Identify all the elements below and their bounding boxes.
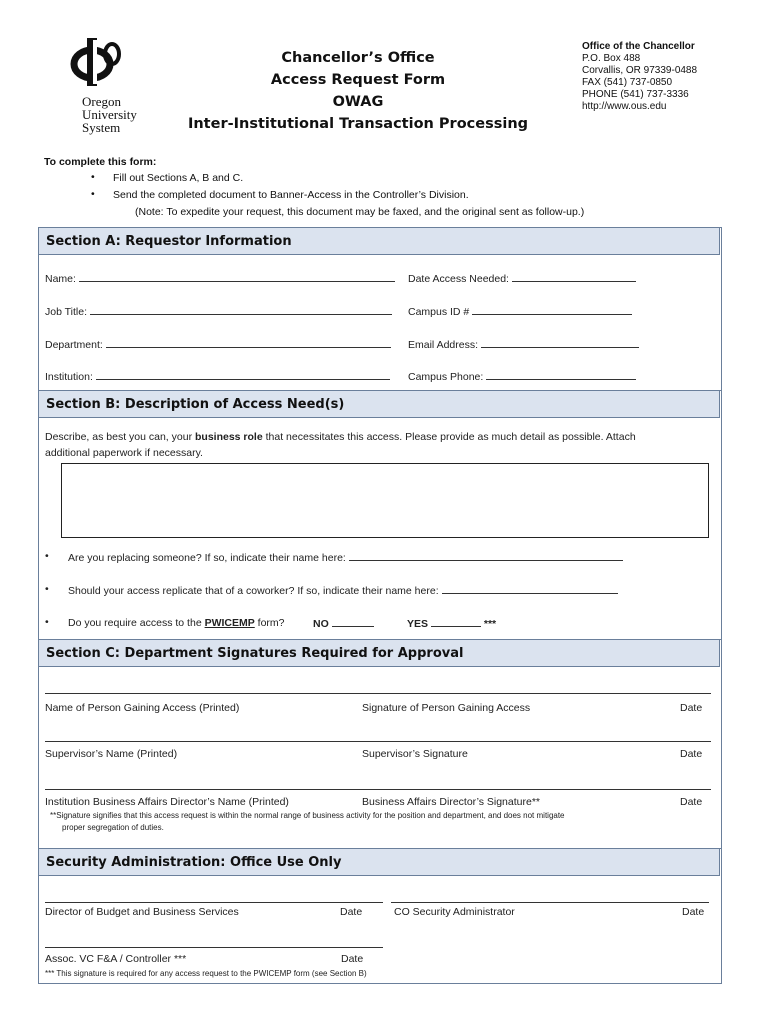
section-c-note-1: **Signature signifies that this access request is within the normal range of business activity for the position and department, and does not mitigate xyxy=(50,811,565,820)
logo-line-1: Oregon xyxy=(82,94,121,109)
pwicemp-yes-label: YES xyxy=(407,618,429,630)
intro-bullet-1: Fill out Sections A, B and C. xyxy=(113,172,244,184)
institution-field[interactable] xyxy=(45,370,390,383)
campus-phone-label: Campus Phone: xyxy=(408,371,484,383)
s1-date-label: Date xyxy=(340,906,363,918)
r1-name-label: Name of Person Gaining Access (Printed) xyxy=(45,702,240,714)
logo-line-2: University xyxy=(82,107,137,122)
s1-co-admin-label: CO Security Administrator xyxy=(394,906,515,918)
signature-line[interactable] xyxy=(45,947,383,948)
contact-po: P.O. Box 488 xyxy=(582,53,641,64)
section-c-note-2: proper segregation of duties. xyxy=(62,823,164,832)
title-line-1: Chancellor’s Office xyxy=(281,50,435,66)
pwicemp-no-field[interactable] xyxy=(313,617,374,630)
date-needed-label: Date Access Needed: xyxy=(408,273,509,285)
security-header xyxy=(38,848,720,876)
ous-logo xyxy=(68,36,128,88)
s1-director-label: Director of Budget and Business Services xyxy=(45,906,239,918)
desc-post: that necessitates this access. Please provide as much detail as possible. Attach xyxy=(262,431,636,443)
campus-id-field[interactable] xyxy=(408,305,632,318)
name-field[interactable] xyxy=(45,272,395,285)
pwicemp-no-label: NO xyxy=(313,618,329,630)
signature-line[interactable] xyxy=(45,693,711,694)
title-line-2: Access Request Form xyxy=(270,72,446,88)
r1-date-label: Date xyxy=(680,702,703,714)
title-line-4: Inter-Institutional Transaction Processing xyxy=(187,116,529,132)
signature-line[interactable] xyxy=(391,902,709,903)
r3-name-label: Institution Business Affairs Director’s Name (Printed) xyxy=(45,796,289,808)
job-title-field[interactable] xyxy=(45,305,392,318)
r3-date-label: Date xyxy=(680,796,703,808)
section-b-description xyxy=(45,431,636,443)
section-a-title: Section A: Requestor Information xyxy=(46,234,292,249)
r2-name-label: Supervisor’s Name (Printed) xyxy=(45,748,178,760)
pwicemp-yes-field[interactable] xyxy=(407,617,496,630)
signature-line[interactable] xyxy=(45,741,711,742)
r1-signature-label: Signature of Person Gaining Access xyxy=(362,702,531,714)
contact-heading: Office of the Chancellor xyxy=(582,41,695,52)
email-label: Email Address: xyxy=(408,339,479,351)
r2-signature-label: Supervisor’s Signature xyxy=(362,748,468,760)
logo-line-3: System xyxy=(82,120,121,135)
bullet-icon: • xyxy=(45,550,49,562)
campus-phone-field[interactable] xyxy=(408,370,636,383)
department-label: Department: xyxy=(45,339,103,351)
replacing-label: Are you replacing someone? If so, indicate their name here: xyxy=(68,552,346,564)
s2-date-label: Date xyxy=(341,953,364,965)
institution-label: Institution: xyxy=(45,371,93,383)
section-b-title: Section B: Description of Access Need(s) xyxy=(46,397,345,412)
campus-id-label: Campus ID # xyxy=(408,306,470,318)
section-c-title: Section C: Department Signatures Required for Approval xyxy=(46,646,464,661)
security-note: *** This signature is required for any access request to the PWICEMP form (see Section B) xyxy=(45,969,367,978)
desc-pre: Describe, as best you can, your xyxy=(45,431,195,443)
signature-line[interactable] xyxy=(45,902,383,903)
r3-signature-label: Business Affairs Director’s Signature** xyxy=(362,796,541,808)
ous-logo-mark-icon xyxy=(68,36,128,88)
pwicemp-stars: *** xyxy=(483,618,497,630)
section-c-header xyxy=(38,639,720,667)
pwicemp-pre: Do you require access to the xyxy=(68,617,205,629)
security-title: Security Administration: Office Use Only xyxy=(46,855,342,870)
contact-web: http://www.ous.edu xyxy=(582,101,667,112)
business-role-textarea[interactable] xyxy=(61,463,709,538)
pwicemp-post: form? xyxy=(254,617,285,629)
intro-bullet-2: Send the completed document to Banner-Access in the Controller’s Division. xyxy=(113,189,469,201)
date-needed-field[interactable] xyxy=(408,272,636,285)
department-field[interactable] xyxy=(45,338,391,351)
bullet-icon: • xyxy=(45,583,49,595)
bullet-icon: • xyxy=(45,616,49,628)
contact-city: Corvallis, OR 97339-0488 xyxy=(582,65,698,76)
s2-controller-label: Assoc. VC F&A / Controller *** xyxy=(45,953,187,965)
name-label: Name: xyxy=(45,273,76,285)
title-line-3: OWAG xyxy=(332,94,384,110)
desc-bold: business role xyxy=(195,431,263,443)
contact-fax: FAX (541) 737-0850 xyxy=(582,77,673,88)
pwicemp-form-name: PWICEMP xyxy=(204,617,255,629)
job-title-label: Job Title: xyxy=(45,306,88,318)
replicate-field[interactable] xyxy=(68,584,618,597)
intro-heading: To complete this form: xyxy=(44,156,157,168)
replacing-field[interactable] xyxy=(68,551,623,564)
intro-note: (Note: To expedite your request, this document may be faxed, and the original sent as follow-up.) xyxy=(135,206,585,218)
replicate-label: Should your access replicate that of a coworker? If so, indicate their name here: xyxy=(68,585,439,597)
signature-line[interactable] xyxy=(45,789,711,790)
contact-phone: PHONE (541) 737-3336 xyxy=(582,89,689,100)
r2-date-label: Date xyxy=(680,748,703,760)
section-a-header xyxy=(38,227,720,255)
bullet-icon: • xyxy=(91,188,95,200)
section-b-header xyxy=(38,390,720,418)
email-field[interactable] xyxy=(408,338,639,351)
pwicemp-question xyxy=(68,617,285,629)
section-b-description-2: additional paperwork if necessary. xyxy=(45,447,203,459)
s1-co-date-label: Date xyxy=(682,906,705,918)
bullet-icon: • xyxy=(91,171,95,183)
